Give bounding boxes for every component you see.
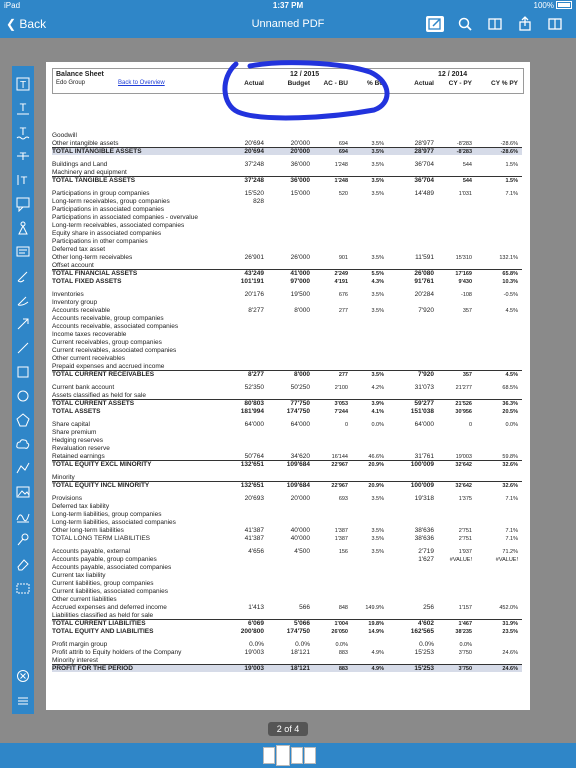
row-cell: 15'520 — [244, 190, 264, 197]
row-label: TOTAL LONG TERM LIABILITIES — [52, 535, 151, 542]
row-cell: 8'277 — [248, 307, 264, 314]
row-cell: 19'318 — [414, 495, 434, 502]
row-cell: 0.0% — [419, 641, 434, 648]
row-label: TOTAL CURRENT LIABILITIES — [52, 620, 146, 627]
row-label: TOTAL FINANCIAL ASSETS — [52, 270, 138, 277]
row-cell: 132'651 — [240, 461, 264, 468]
row-cell: 3.5% — [371, 190, 384, 197]
row-label: Accounts payable, group companies — [52, 556, 157, 563]
row-cell: 3.5% — [371, 535, 384, 542]
row-cell: 18'121 — [290, 649, 310, 656]
row-cell: 32.6% — [502, 482, 518, 489]
row-cell: 64'000 — [414, 421, 434, 428]
row-cell: 50'250 — [290, 384, 310, 391]
company-name: Edo Group — [56, 80, 86, 86]
row-label: TOTAL EQUITY INCL MINORITY — [52, 482, 150, 489]
row-cell: 694 — [338, 148, 348, 155]
row-cell: 4'656 — [248, 548, 264, 555]
row-cell: 132'651 — [240, 482, 264, 489]
period-current: 12 / 2015 — [290, 71, 320, 78]
thumbnail-page-1[interactable] — [263, 747, 275, 764]
col-header-cy-py: CY - PY — [448, 80, 472, 87]
row-cell: 100'009 — [410, 461, 434, 468]
row-cell: 38'235 — [455, 628, 472, 635]
row-cell: 40'000 — [290, 527, 310, 534]
row-cell: 20'000 — [290, 140, 310, 147]
row-cell: 3.5% — [371, 254, 384, 261]
row-cell: 32.6% — [502, 461, 518, 468]
row-cell: 64'000 — [244, 421, 264, 428]
row-cell: 41'387 — [244, 527, 264, 534]
row-label: PROFIT FOR THE PERIOD — [52, 665, 133, 672]
row-cell: 2'249 — [334, 270, 348, 277]
row-cell: 883 — [338, 649, 348, 656]
row-cell: 1'248 — [334, 177, 348, 184]
thumbnail-page-3[interactable] — [291, 747, 303, 764]
svg-text:T: T — [19, 80, 27, 91]
row-cell: 31'761 — [414, 453, 434, 460]
row-cell: 1.5% — [505, 177, 518, 184]
row-cell: 64'000 — [290, 421, 310, 428]
row-cell: 109'684 — [286, 461, 310, 468]
row-cell: 828 — [253, 198, 264, 205]
row-cell: 151'038 — [410, 408, 434, 415]
row-cell: 3.5% — [371, 148, 384, 155]
row-cell: 59'277 — [414, 400, 434, 407]
row-label: Accounts payable, associated companies — [52, 564, 172, 571]
row-cell: 694 — [338, 140, 348, 147]
row-cell: 5'066 — [293, 620, 310, 627]
row-cell: 3.5% — [371, 291, 384, 298]
row-cell: 19'003 — [244, 665, 264, 672]
row-label: Revaluation reserve — [52, 445, 110, 452]
row-cell: 109'684 — [286, 482, 310, 489]
row-cell: 20'694 — [244, 140, 264, 147]
row-cell: 19'500 — [290, 291, 310, 298]
row-cell: 357 — [462, 307, 472, 314]
row-label: Deferred tax asset — [52, 246, 106, 253]
col-header-actual-prior: Actual — [414, 80, 434, 87]
row-cell: 26'901 — [244, 254, 264, 261]
row-label: TOTAL INTANGIBLE ASSETS — [52, 148, 142, 155]
row-label: Share capital — [52, 421, 90, 428]
row-cell: 1'627 — [418, 556, 434, 563]
row-label: Participations in associated companies — [52, 206, 165, 213]
row-cell: 28'977 — [414, 140, 434, 147]
row-cell: 3.9% — [371, 400, 384, 407]
row-cell: 52'350 — [244, 384, 264, 391]
row-cell: 149.9% — [365, 604, 384, 611]
row-label: TOTAL CURRENT ASSETS — [52, 400, 135, 407]
row-cell: 452.0% — [499, 604, 518, 611]
period-prior: 12 / 2014 — [438, 71, 468, 78]
row-cell: 0.0% — [505, 421, 518, 428]
row-cell: 174'750 — [286, 408, 310, 415]
row-cell: 20'693 — [244, 495, 264, 502]
row-cell: #VALUE! — [449, 556, 472, 563]
row-cell: 15'310 — [455, 254, 472, 261]
row-label: Current receivables, group companies — [52, 339, 162, 346]
svg-text:T: T — [19, 151, 27, 163]
row-cell: 31'073 — [414, 384, 434, 391]
row-cell: 7'244 — [334, 408, 348, 415]
row-cell: 132.1% — [499, 254, 518, 261]
row-cell: 23.5% — [502, 628, 518, 635]
row-cell: 8'000 — [293, 371, 310, 378]
row-cell: 91'761 — [414, 278, 434, 285]
row-cell: 4.9% — [371, 665, 384, 672]
row-label: TOTAL TANGIBLE ASSETS — [52, 177, 136, 184]
row-cell: 100'009 — [410, 482, 434, 489]
row-label: Current tax liability — [52, 572, 106, 579]
row-cell: 1'157 — [458, 604, 472, 611]
report-title: Balance Sheet — [56, 71, 104, 78]
row-cell: 4.1% — [371, 408, 384, 415]
row-label: Prepaid expenses and accrued income — [52, 363, 165, 370]
row-cell: 20.5% — [502, 408, 518, 415]
row-cell: 7'920 — [418, 307, 434, 314]
row-cell: -0.5% — [503, 291, 518, 298]
row-label: Goodwill — [52, 132, 77, 139]
row-label: Long-term liabilities, group companies — [52, 511, 162, 518]
row-label: Other long-term receivables — [52, 254, 133, 261]
row-label: Provisions — [52, 495, 82, 502]
row-label: Long-term liabilities, associated companies — [52, 519, 176, 526]
row-cell: 156 — [338, 548, 348, 555]
row-cell: 676 — [338, 291, 348, 298]
row-cell: 59.8% — [502, 453, 518, 460]
row-cell: 200'800 — [240, 628, 264, 635]
row-cell: 2'751 — [458, 535, 472, 542]
row-cell: 43'249 — [244, 270, 264, 277]
row-cell: 3.5% — [371, 527, 384, 534]
row-label: Share premium — [52, 429, 97, 436]
row-cell: 3.5% — [371, 177, 384, 184]
row-cell: 0.0% — [459, 641, 472, 648]
row-label: Income taxes recoverable — [52, 331, 127, 338]
row-cell: 0.0% — [295, 641, 310, 648]
row-cell: 20.9% — [368, 461, 384, 468]
row-cell: 4'500 — [294, 548, 310, 555]
row-cell: 3'750 — [458, 649, 472, 656]
row-cell: 37'248 — [244, 177, 264, 184]
row-label: Deferred tax liability — [52, 503, 110, 510]
row-cell: 3.5% — [371, 307, 384, 314]
row-cell: 0.0% — [335, 641, 348, 648]
row-label: Other current liabilities — [52, 596, 117, 603]
row-cell: 36'000 — [290, 161, 310, 168]
row-label: Current liabilities, group companies — [52, 580, 154, 587]
row-cell: 5.5% — [371, 270, 384, 277]
row-label: Equity share in associated companies — [52, 230, 162, 237]
row-cell: 3.5% — [371, 140, 384, 147]
row-label: Assets classified as held for sale — [52, 392, 146, 399]
row-cell: 544 — [462, 177, 472, 184]
row-cell: #VALUE! — [495, 556, 518, 563]
row-label: Profit attrib to Equity holders of the Company — [52, 649, 182, 656]
row-cell: 19'003 — [244, 649, 264, 656]
row-cell: 0 — [468, 421, 472, 428]
row-cell: 3.5% — [371, 548, 384, 555]
row-cell: 277 — [338, 371, 348, 378]
row-label: Current bank account — [52, 384, 115, 391]
row-cell: 15'000 — [290, 190, 310, 197]
row-cell: 50'764 — [244, 453, 264, 460]
row-cell: 38'636 — [414, 535, 434, 542]
row-cell: -8'283 — [456, 148, 472, 155]
row-label: Accrued expenses and deferred income — [52, 604, 167, 611]
row-label: Other current receivables — [52, 355, 125, 362]
row-label: Participations in group companies — [52, 190, 150, 197]
row-cell: 0.0% — [371, 421, 384, 428]
thumbnail-strip[interactable] — [0, 743, 576, 768]
row-cell: 1'413 — [248, 604, 264, 611]
row-label: Inventories — [52, 291, 84, 298]
row-label: Other long-term liabilities — [52, 527, 124, 534]
row-label: Inventory group — [52, 299, 98, 306]
row-cell: 1'387 — [334, 527, 348, 534]
row-label: Participations in associated companies - overvalue — [52, 214, 198, 221]
row-cell: 8'000 — [294, 307, 310, 314]
document-title: Unnamed PDF — [251, 18, 325, 30]
row-label: Accounts receivable, group companies — [52, 315, 164, 322]
col-header-budget: Budget — [287, 80, 310, 87]
row-label: Hedging reserves — [52, 437, 103, 444]
row-label: Participations in other companies — [52, 238, 148, 245]
page-indicator: 2 of 4 — [268, 722, 308, 736]
row-cell: 7'920 — [417, 371, 434, 378]
col-header-pct-bu: % BU — [367, 80, 384, 87]
row-cell: 6'069 — [247, 620, 264, 627]
row-cell: 174'750 — [286, 628, 310, 635]
svg-text:T: T — [19, 126, 27, 138]
row-cell: 26'080 — [414, 270, 434, 277]
row-cell: 4'191 — [334, 278, 348, 285]
row-label: Current receivables, associated companies — [52, 347, 177, 354]
row-cell: 20'000 — [290, 495, 310, 502]
svg-text:T: T — [19, 102, 27, 114]
row-cell: 36'704 — [414, 177, 434, 184]
row-cell: 3.5% — [371, 495, 384, 502]
row-cell: 36'704 — [414, 161, 434, 168]
row-cell: 34'620 — [290, 453, 310, 460]
row-cell: 256 — [423, 604, 434, 611]
row-cell: 1'031 — [458, 190, 472, 197]
row-cell: 3.5% — [371, 161, 384, 168]
row-cell: 17'169 — [455, 270, 472, 277]
row-cell: 4.3% — [371, 278, 384, 285]
row-cell: 2'100 — [334, 384, 348, 391]
row-cell: 16'144 — [331, 453, 348, 460]
row-label: TOTAL ASSETS — [52, 408, 101, 415]
row-cell: 101'191 — [240, 278, 264, 285]
row-cell: 20'284 — [414, 291, 434, 298]
row-cell: 14'489 — [414, 190, 434, 197]
row-label: TOTAL EQUITY EXCL MINORITY — [52, 461, 152, 468]
row-cell: 22'967 — [331, 461, 348, 468]
row-cell: 10.3% — [502, 278, 518, 285]
row-cell: 520 — [338, 190, 348, 197]
row-cell: 693 — [338, 495, 348, 502]
row-cell: 1'467 — [458, 620, 472, 627]
row-label: TOTAL CURRENT RECEIVABLES — [52, 371, 155, 378]
row-cell: 7.1% — [505, 495, 518, 502]
row-cell: 1'387 — [334, 535, 348, 542]
row-cell: 24.6% — [502, 665, 518, 672]
thumbnail-page-2[interactable] — [276, 745, 290, 766]
thumbnail-page-4[interactable] — [304, 747, 316, 764]
row-label: TOTAL FIXED ASSETS — [52, 278, 122, 285]
row-cell: 19.8% — [368, 620, 384, 627]
row-label: Machinery and equipment — [52, 169, 127, 176]
row-cell: 21'526 — [455, 400, 472, 407]
row-cell: -28.6% — [500, 140, 518, 147]
row-cell: 20'176 — [244, 291, 264, 298]
row-label: Other intangible assets — [52, 140, 119, 147]
row-cell: 36'000 — [290, 177, 310, 184]
row-label: Accounts payable, external — [52, 548, 131, 555]
col-header-actual: Actual — [244, 80, 264, 87]
row-cell: 4.2% — [371, 384, 384, 391]
row-cell: 80'803 — [244, 400, 264, 407]
row-cell: 32'642 — [455, 461, 472, 468]
carrier-label: iPad — [4, 1, 21, 10]
row-label: Retained earnings — [52, 453, 105, 460]
row-label: Accounts receivable — [52, 307, 111, 314]
row-cell: 7.1% — [505, 527, 518, 534]
row-label: Long-term receivables, associated companies — [52, 222, 185, 229]
row-cell: 848 — [338, 604, 348, 611]
row-cell: 162'565 — [410, 628, 434, 635]
svg-text:T: T — [20, 175, 28, 187]
row-cell: 77'750 — [290, 400, 310, 407]
row-cell: 65.8% — [502, 270, 518, 277]
row-cell: 46.6% — [368, 453, 384, 460]
row-label: Offset account — [52, 262, 94, 269]
row-label: Long-term receivables, group companies — [52, 198, 170, 205]
col-header-ac-bu: AC - BU — [323, 80, 348, 87]
row-cell: -108 — [460, 291, 472, 298]
row-label: Buildings and Land — [52, 161, 108, 168]
row-cell: 566 — [299, 604, 310, 611]
row-cell: 37'248 — [244, 161, 264, 168]
row-label: Minority interest — [52, 657, 98, 664]
row-label: Liabilities classified as held for sale — [52, 612, 154, 619]
row-cell: -28.6% — [500, 148, 518, 155]
row-cell: 1'004 — [334, 620, 348, 627]
row-cell: 18'121 — [290, 665, 310, 672]
row-cell: 544 — [462, 161, 472, 168]
row-cell: 15'253 — [414, 649, 434, 656]
row-cell: 2'719 — [418, 548, 434, 555]
row-cell: 4.9% — [371, 649, 384, 656]
row-cell: 3.5% — [371, 371, 384, 378]
row-cell: 32'642 — [455, 482, 472, 489]
row-cell: 181'994 — [240, 408, 264, 415]
row-cell: 68.5% — [502, 384, 518, 391]
battery-percent: 100% — [533, 1, 554, 10]
row-label: Profit margin group — [52, 641, 108, 648]
row-cell: 20'000 — [290, 148, 310, 155]
row-cell: 14.9% — [368, 628, 384, 635]
row-cell: 3'750 — [458, 665, 472, 672]
row-cell: 41'000 — [290, 270, 310, 277]
row-cell: 1'375 — [458, 495, 472, 502]
row-label: Current liabilities, associated companies — [52, 588, 168, 595]
row-cell: 28'977 — [414, 148, 434, 155]
row-cell: 41'387 — [244, 535, 264, 542]
row-cell: 20.9% — [368, 482, 384, 489]
row-cell: 36.3% — [502, 400, 518, 407]
clock-label: 1:37 PM — [272, 1, 304, 10]
row-cell: 20'694 — [244, 148, 264, 155]
row-cell: 1.5% — [505, 161, 518, 168]
row-cell: 9'430 — [458, 278, 472, 285]
row-cell: 0 — [344, 421, 348, 428]
row-cell: 26'050 — [331, 628, 348, 635]
row-cell: 38'636 — [414, 527, 434, 534]
row-cell: 7.1% — [505, 190, 518, 197]
row-cell: 1'937 — [458, 548, 472, 555]
back-to-overview-link[interactable]: Back to Overview — [118, 80, 165, 86]
row-cell: -8'283 — [456, 140, 472, 147]
row-cell: 901 — [338, 254, 348, 261]
row-cell: 3'053 — [334, 400, 348, 407]
row-cell: 0.0% — [249, 641, 264, 648]
row-cell: 8'277 — [247, 371, 264, 378]
col-header-cy-pct-py: CY % PY — [491, 80, 518, 87]
row-cell: 15'253 — [414, 665, 434, 672]
row-cell: 277 — [338, 307, 348, 314]
row-cell: 4.5% — [505, 307, 518, 314]
row-cell: 1'248 — [334, 161, 348, 168]
row-label: TOTAL EQUITY AND LIABILITIES — [52, 628, 154, 635]
row-cell: 21'277 — [455, 384, 472, 391]
row-cell: 4'602 — [417, 620, 434, 627]
row-cell: 22'967 — [331, 482, 348, 489]
row-cell: 97'000 — [290, 278, 310, 285]
row-cell: 883 — [338, 665, 348, 672]
row-cell: 71.2% — [502, 548, 518, 555]
row-cell: 4.5% — [505, 371, 518, 378]
chevron-left-icon: ❮ — [6, 17, 17, 31]
row-cell: 24.6% — [502, 649, 518, 656]
back-label: Back — [19, 17, 47, 31]
row-cell: 30'956 — [455, 408, 472, 415]
row-cell: 7.1% — [505, 535, 518, 542]
row-label: Accounts receivable, associated companies — [52, 323, 179, 330]
row-cell: 2'751 — [458, 527, 472, 534]
row-cell: 40'000 — [290, 535, 310, 542]
row-cell: 26'000 — [290, 254, 310, 261]
row-cell: 31.9% — [502, 620, 518, 627]
row-label: Minority — [52, 474, 75, 481]
row-cell: 11'591 — [415, 254, 434, 261]
row-cell: 19'003 — [455, 453, 472, 460]
row-cell: 357 — [462, 371, 472, 378]
